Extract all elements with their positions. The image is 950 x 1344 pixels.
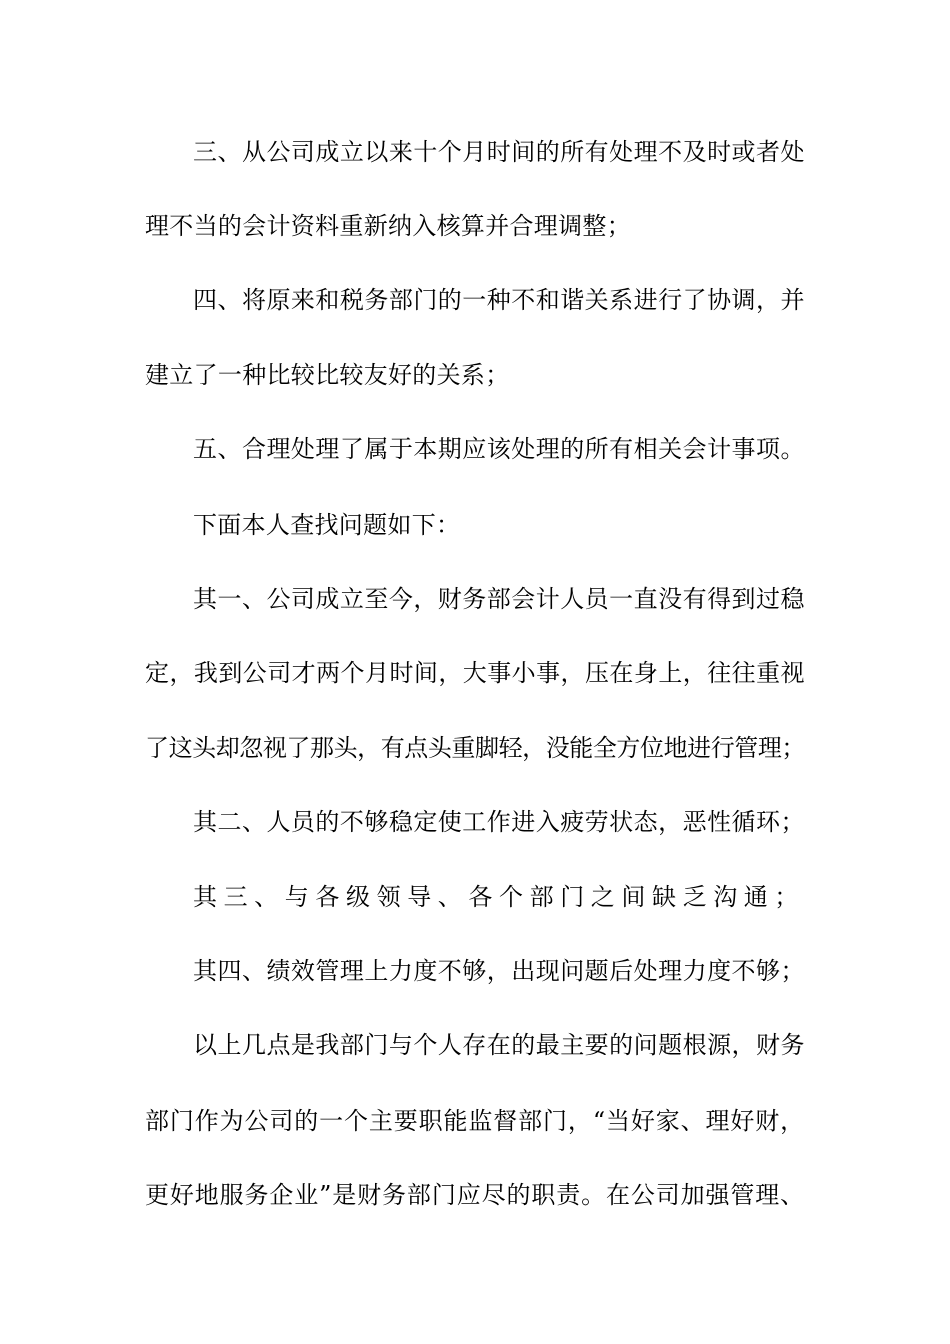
text-line-11: 其三、与各级领导、各个部门之间缺乏沟通； xyxy=(193,883,805,911)
text-line-6: 下面本人查找问题如下： xyxy=(193,511,461,539)
text-line-2: 理不当的会计资料重新纳入核算并合理调整； xyxy=(145,212,631,240)
text-line-1: 三、从公司成立以来十个月时间的所有处理不及时或者处 xyxy=(193,138,805,166)
text-line-12: 其四、绩效管理上力度不够，出现问题后处理力度不够； xyxy=(193,957,805,985)
text-line-10: 其二、人员的不够稳定使工作进入疲劳状态，恶性循环； xyxy=(193,808,805,836)
text-line-3: 四、将原来和税务部门的一种不和谐关系进行了协调，并 xyxy=(193,286,805,314)
text-line-5: 五、合理处理了属于本期应该处理的所有相关会计事项。 xyxy=(193,435,805,463)
text-line-13: 以上几点是我部门与个人存在的最主要的问题根源，财务 xyxy=(193,1031,805,1059)
text-line-7: 其一、公司成立至今，财务部会计人员一直没有得到过稳 xyxy=(193,585,805,613)
text-line-4: 建立了一种比较比较友好的关系； xyxy=(145,361,510,389)
text-line-9: 了这头却忽视了那头，有点头重脚轻，没能全方位地进行管理； xyxy=(145,734,805,762)
text-line-8: 定，我到公司才两个月时间，大事小事，压在身上，往往重视 xyxy=(145,659,805,687)
text-line-15: 更好地服务企业”是财务部门应尽的职责。在公司加强管理、 xyxy=(145,1181,805,1209)
text-line-14: 部门作为公司的一个主要职能监督部门，“当好家、理好财， xyxy=(145,1107,805,1135)
